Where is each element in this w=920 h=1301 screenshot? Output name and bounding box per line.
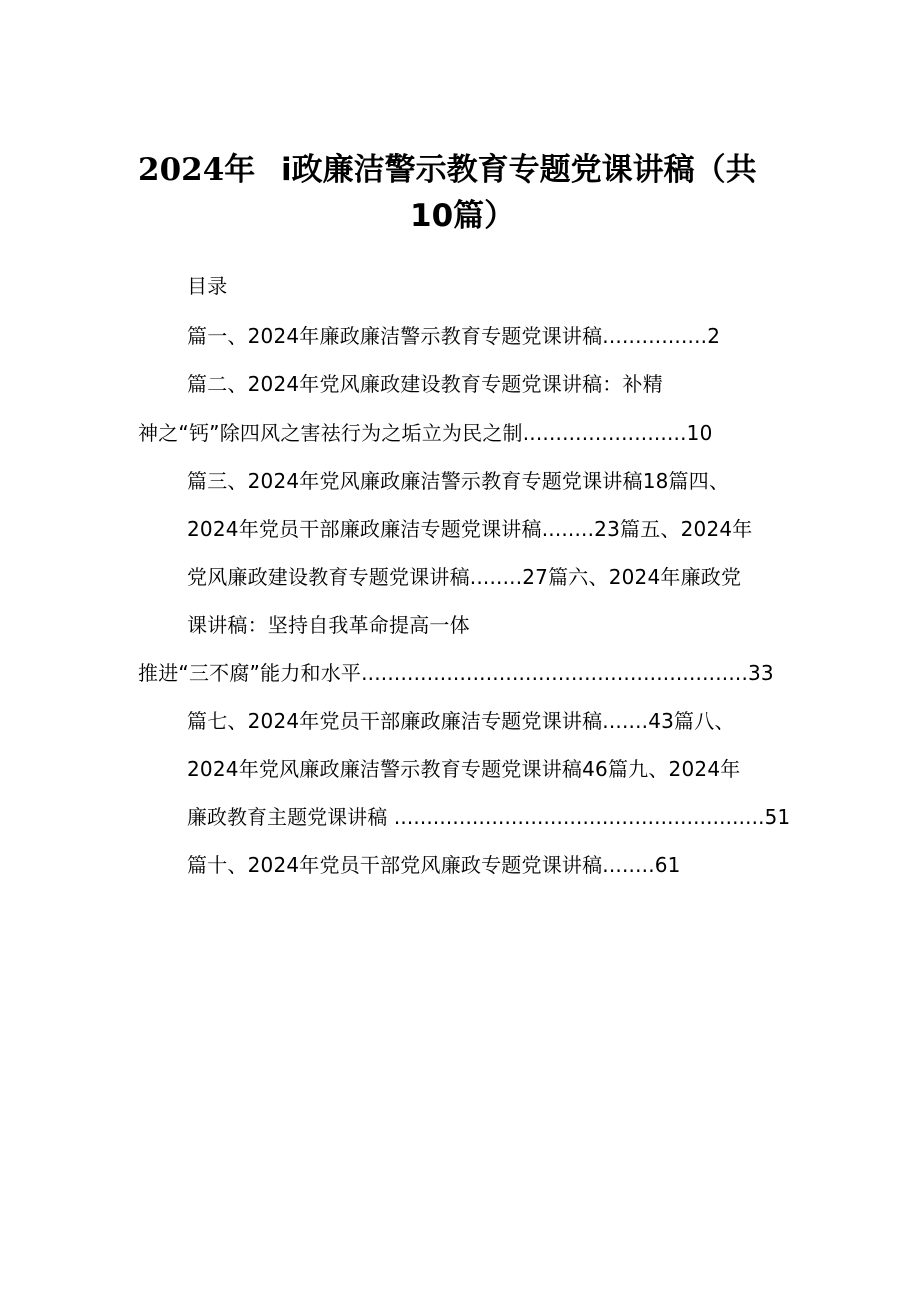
- toc-line: 推进“三不腐”能力和水平...........................................................33: [138, 661, 774, 685]
- toc-line: 课讲稿：坚持自我革命提高一体: [187, 613, 470, 637]
- toc-line: 党风廉政建设教育专题党课讲稿........27篇六、2024年廉政党: [187, 565, 742, 589]
- toc-line: 神之“钙”除四风之害祛行为之垢立为民之制.........................10: [138, 421, 713, 445]
- toc-line: 2024年党风廉政廉洁警示教育专题党课讲稿46篇九、2024年: [187, 757, 741, 781]
- toc-line: 篇二、2024年党风廉政建设教育专题党课讲稿：补精: [187, 372, 663, 396]
- toc-line: 廉政教育主题党课讲稿 .........................................................51: [187, 805, 791, 829]
- title-year: 2024年: [138, 152, 256, 188]
- toc-line: 2024年党员干部廉政廉洁专题党课讲稿........23篇五、2024年: [187, 517, 753, 541]
- toc-line: 篇十、2024年党员干部党风廉政专题党课讲稿........61: [187, 853, 681, 877]
- title-main: i政廉洁警示教育专题党课讲稿（共: [281, 152, 757, 188]
- toc-line: 篇七、2024年党员干部廉政廉洁专题党课讲稿.......43篇八、: [187, 709, 735, 733]
- title-count: 10篇）: [410, 198, 516, 234]
- toc-line: 篇三、2024年党风廉政廉洁警示教育专题党课讲稿18篇四、: [187, 469, 730, 493]
- toc-heading: 目录: [187, 274, 228, 298]
- toc-line: 篇一、2024年廉政廉洁警示教育专题党课讲稿................2: [187, 324, 721, 348]
